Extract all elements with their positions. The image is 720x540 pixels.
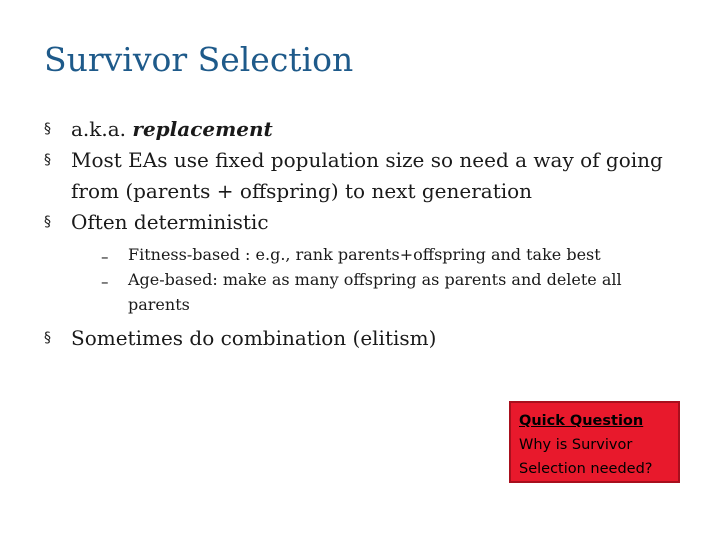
sub-bullet-text: Age-based: make as many offspring as parents and delete all parents (128, 270, 622, 314)
bullet-item (44, 114, 684, 145)
bullet-marker-icon: § (44, 121, 51, 137)
bullet-emphasis: replacement (132, 117, 273, 141)
bullet-item (44, 323, 684, 354)
sub-bullet-list (71, 242, 684, 317)
bullet-list (44, 114, 684, 354)
quick-question-box (509, 401, 680, 483)
dash-marker-icon: – (101, 248, 109, 266)
bullet-marker-icon: § (44, 214, 51, 230)
bullet-text: Most EAs use fixed population size so need a way of going from (parents + offspring) to next generation (71, 148, 663, 203)
sub-bullet-item (71, 242, 684, 267)
bullet-marker-icon: § (44, 152, 51, 168)
dash-marker-icon: – (101, 273, 109, 291)
slide-title: Survivor Selection (44, 40, 354, 79)
quick-question-text: Why is Survivor Selection needed? (519, 437, 653, 477)
bullet-text: Often deterministic (71, 210, 269, 234)
bullet-marker-icon: § (44, 330, 51, 346)
sub-bullet-item (71, 267, 684, 317)
sub-bullet-text: Fitness-based : e.g., rank parents+offspring and take best (128, 245, 601, 264)
bullet-text: Sometimes do combination (elitism) (71, 326, 437, 350)
bullet-item (44, 207, 684, 317)
quick-question-title: Quick Question (519, 413, 644, 429)
bullet-item (44, 145, 684, 207)
bullet-text: a.k.a. (71, 117, 133, 141)
